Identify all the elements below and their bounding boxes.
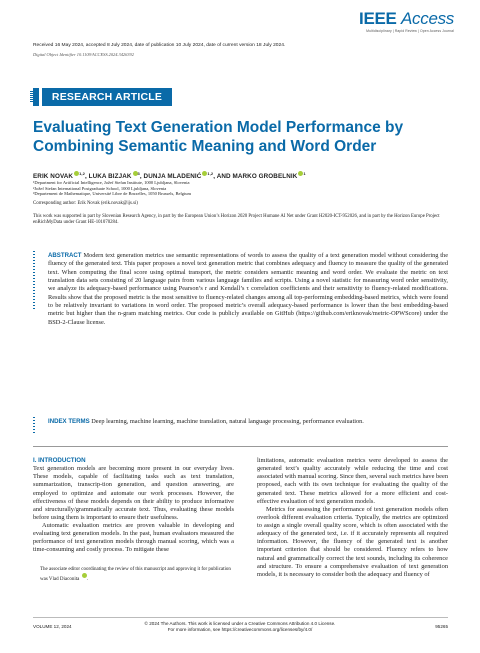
journal-logo [359,10,454,33]
abstract-dotted-rule [33,251,35,309]
affiliation-3: ³Departement de Mathematique, Université Libre de Bruxelles, 1050 Brussels, Belgium [33,191,192,197]
index-terms-text: Deep learning, machine learning, machine translation, natural language processing, performance evaluation. [91,418,364,425]
paragraph: limitations, automatic evaluation metrics were developed to assess the generated text’s quality accurately while reducing the time and cost associated with manual scoring. Since then, several such metrics have been proposed, each with its own technique for evaluating the quality of the generated text. These metrics allowed for a more efficient and cost-effective evaluation of text generation models. [257,457,448,505]
abstract [48,252,448,327]
footnote: The associate editor coordinating the review of this manuscript and approving it for publication was Vlad Diaconita . [40,567,231,583]
section-heading: I. INTRODUCTION [33,457,86,464]
license-notice [0,621,480,633]
affiliation-1: ¹Department for Artificial Intelligence, Jožef Stefan Institute, 1000 Ljubljana, Slovenia [33,180,190,185]
orcid-icon[interactable] [82,573,87,578]
column-right [257,457,448,579]
logo-main: IEEE [359,9,397,28]
funding-statement: This work was supported in part by Slovenian Research Agency, in part by the European Union’s Horizon 2020 Project Humane AI Net under Grant H2020-ICT-952026, and in part by the Horizon Europe Project enRichMyData under Grant HE-101070284. [33,214,440,226]
abstract-label: ABSTRACT [48,252,82,259]
research-article-banner [33,88,173,106]
doi-line: Digital Object Identifier 10.1109/ACCESS.2024.3426392 [33,52,134,57]
author-name: DUNJA MLADENIĆ [143,173,202,180]
logo-sub: Access [401,9,454,28]
paragraph: Automatic evaluation metrics are proven valuable in developing and evaluating text generation models. In the past, human evaluators measured the performance of text generation models through manual scoring, which was a time-consuming and costly process. To mitigate these [33,522,234,554]
license-line-2[interactable]: For more information, see https://creativecommons.org/licenses/by/4.0/ [167,627,313,633]
author-name: AND MARKO GROBELNIK [216,173,298,180]
corresponding-author: Corresponding author: Erik Novak (erik.novak@ijs.si) [33,201,138,206]
index-terms-label: INDEX TERMS [48,418,90,425]
section-divider [33,446,448,447]
page-number: 95265 [435,624,448,629]
column-left [33,457,234,555]
abstract-text: Modern text generation metrics use semantic representations of words to assess the quality of a text generation model without considering the fluency of the generated text. This paper proposes a novel text generation metric that combines adequacy and fluency to measure the quality of the generated text. When computing the final score using optimal transport, the metric considers semantic meaning and word order. We evaluate the metric on text translation data sets consisting of 20 language pairs from various language families and scripts. Using a novel statistic for measuring word order sensitivity, we analyze its adequacy-based performance using Pearson’s r and Kendall’s τ correlation coefficients and their sensitivity to fluency-related modifications. Results show that the proposed metric is the most sensitive to fluency-related changes among all top-performing embedding-based metrics, which were found to be relatively invariant to variations in word order. The proposed metric’s overall adequacy-based performance is lower than the best embedding-based metric but higher than the n-gram matching metrics. Our code is publicly available on GitHub (https://github.com/eriknovak/metric-OPWScore) under the BSD-2-Clause license. [48,252,449,326]
affiliations [33,180,453,197]
author-name: ERIK NOVAK [33,173,74,180]
author-list: ERIK NOVAK $^{1,2}$, LUKA BIZJAK $^3$, DUNJA MLADENIĆ $^{1,2}$, AND MARKO GROBELNIK $^1$ [33,171,306,180]
paper-title: Evaluating Text Generation Model Performance by Combining Semantic Meaning and Word Order [33,119,404,155]
footnote-text: The associate editor coordinating the review of this manuscript and approving it for publication was Vlad Diaconita [40,567,231,583]
author-name: LUKA BIZJAK [88,173,132,180]
license-line-1: © 2024 The Authors. This work is licensed under a Creative Commons Attribution 4.0 License. [144,621,336,626]
affiliation-2: ²Jožef Stefan International Postgraduate School, 1000 Ljubljana, Slovenia [33,185,167,191]
banner-label: RESEARCH ARTICLE [51,91,163,103]
index-dotted-rule [33,417,35,435]
paragraph: Metrics for assessing the performance of text generation models often overlook different evaluation criteria. Typically, the metrics are optimized to assign a single overall quality score, which is often associated with the adequacy of the generated text, i.e. if it accurately represents all required information. However, the fluency of the generated text is another important criterion that should be considered. Fluency refers to how natural and grammatically correct the text sounds, including its coherence and structure. To ensure a comprehensive evaluation of text generation models, it is necessary to consider both the adequacy and fluency of [257,505,448,578]
received-dates: Received 16 May 2024, accepted 8 July 2024, date of publication 10 July 2024, date of current version 18 July 2024. [33,43,286,48]
volume-label: VOLUME 12, 2024 [33,624,72,629]
logo-tagline: Multidisciplinary | Rapid Review | Open Access Journal [366,29,454,33]
footer-rule [33,617,448,618]
index-terms [48,418,448,426]
banner-tab [33,88,39,106]
paragraph: Text generation models are becoming more present in our everyday lives. These models, capable of facilitating tasks such as text translation, summarization, transcrip-tion generation, and question answering, are employed to optimize and automate our work processes. However, the effectiveness of these models depends on their ability to produce informative and structurally/grammatically accurate text. Thus, evaluating these models before using them is important to ensure their usefulness. [33,465,234,521]
